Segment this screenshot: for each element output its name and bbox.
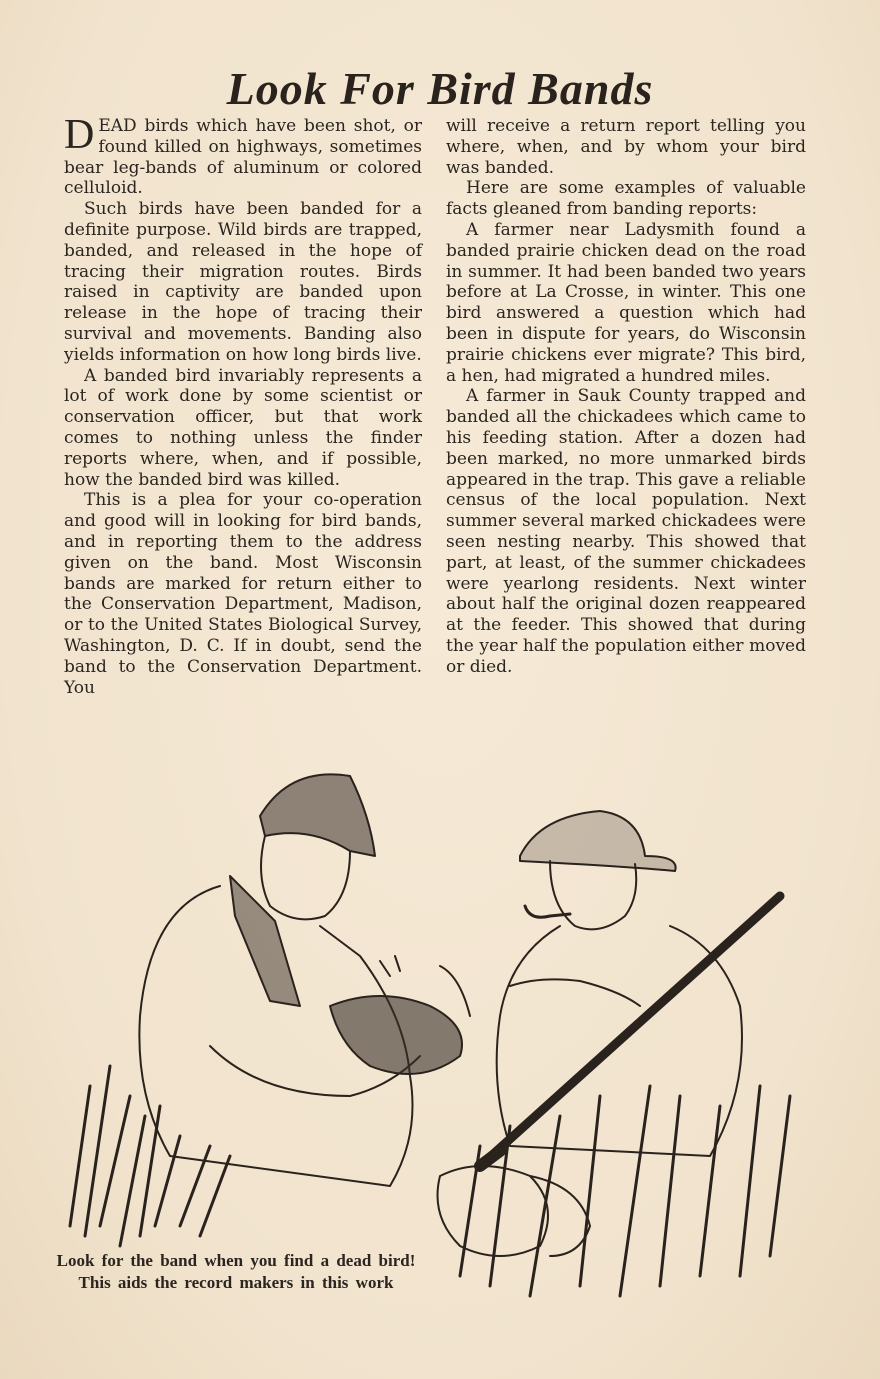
article-paragraph: A farmer near Ladysmith found a banded prairie chicken dead on the road in summer. It had been banded two years before at La Crosse, in winter. This one bird answered a question which had been in dispute for years, do Wisconsin prairie chickens ever migrate? This bird, a hen, had migrated a hundred miles. <box>446 219 806 386</box>
page-title: Look For Bird Bands <box>226 63 654 114</box>
article-paragraph: A farmer in Sauk County trapped and banded all the chickadees which came to his feeding station. After a dozen had been marked, no more unmarked birds appeared in the trap. This gave a reliable census of the local population. Next summer several marked chickadees were seen nesting nearby. This showed that part, at least, of the summer chickadees were yearlong residents. Next winter about half the original dozen reappeared at the feeder. This showed that during the year half the population either moved or died. <box>446 386 806 677</box>
article-paragraph: will receive a return report telling you where, when, and by whom your bird was banded. <box>446 116 806 178</box>
illustration-caption: Look for the band when you find a dead bird! This aids the record makers in this work <box>56 1251 416 1292</box>
article-paragraph: DEAD birds which have been shot, or found killed on highways, sometimes bear leg-bands of aluminum or colored celluloid. <box>64 112 422 199</box>
article-paragraph: This is a plea for your co-operation and good will in looking for bird bands, and in reporting them to the address given on the band. Most Wisconsin bands are marked for return either to the Conservation Department, Madison, or to the United States Biological Survey, Washington, D. C. If in doubt, send the band to the Conservation Department. You <box>64 490 422 698</box>
hunters-illustration <box>60 756 830 1316</box>
article-column-left <box>64 112 422 698</box>
article-paragraph: A banded bird invariably represents a lot of work done by some scientist or conservation officer, but that work comes to nothing unless the finder reports where, when, and if possible, how the banded bird was killed. <box>64 365 422 490</box>
article-paragraph: Here are some examples of valuable facts gleaned from banding reports: <box>446 178 806 220</box>
article-paragraph: Such birds have been banded for a definite purpose. Wild birds are trapped, banded, and released in the hope of tracing their migration routes. Birds raised in captivity are banded upon release in the hope of tracing their survival and movements. Banding also yields information on how long birds live. <box>64 199 422 365</box>
drop-cap: D <box>64 112 95 158</box>
article-column-right <box>446 116 806 678</box>
